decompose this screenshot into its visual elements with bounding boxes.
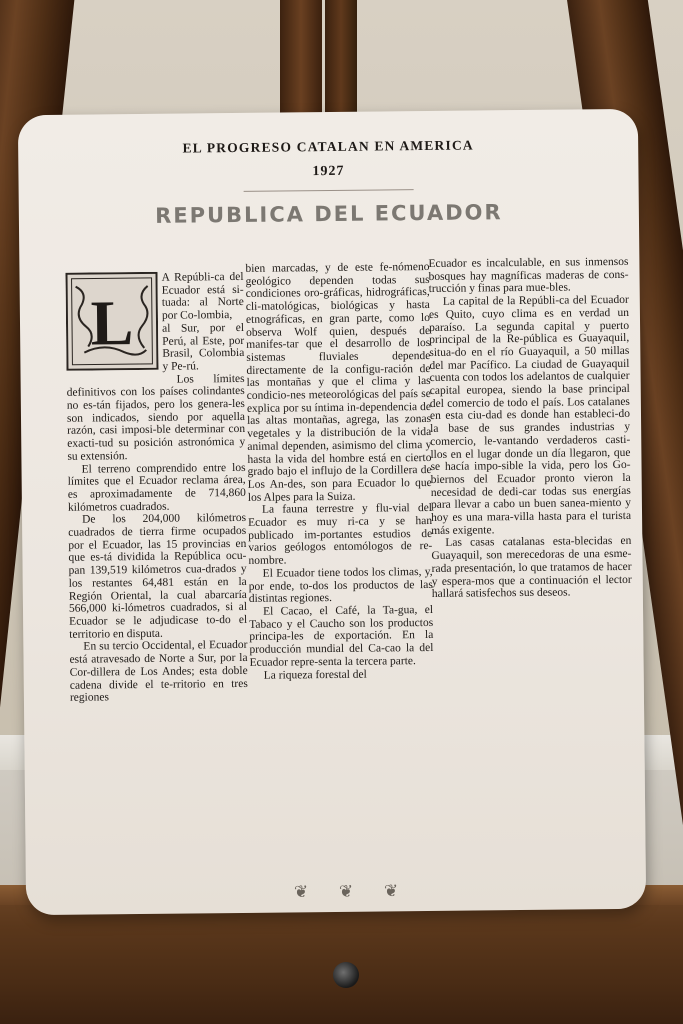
flourish-ornament: ❦ bbox=[293, 882, 309, 902]
text-column-3 bbox=[428, 256, 632, 601]
dropcap-letter: L bbox=[90, 287, 134, 359]
col3-paragraph-3: Las casas catalanas esta-blecidas en Guayaquil, son merecedoras de una esme-rada presentación, lo que tratamos de hacer y espera-mos que a continuación el lector hallará satisfechos sus deseos. bbox=[431, 535, 632, 601]
col2-paragraph-3: El Ecuador tiene todos los climas, y, por ende, to-dos los productos de las distintas regiones. bbox=[248, 565, 433, 606]
col2-paragraph-1: bien marcadas, y de este fe-nómeno geológico dependen todas sus condiciones oro-gráficas, hidrográficas, cli-matológicas, biológicas y hasta etnográficas, en gran parte, como lo observa Wolf quien, después de manifes-tar que el desarrollo de los sistemas fluviales depende directamente de la configu-ración de las montañas y que el clima y las condicio-nes meteorológicas del país se explica por su íntima in-dependencia de las altas montañas, agrega, las zonas vegetales y la distribución de la vida animal dependen, asimismo del clima y hasta la vida del hombre está en cierto grado bajo el influjo de la Cordillera de Los An-des, son para Ecuador lo que los Alpes para la Suiza. bbox=[245, 260, 432, 504]
col1-intro-cont: al Sur, por el Perú, al Este, por Brasil, Colombia y Pe-rú. bbox=[162, 321, 245, 373]
flourish-ornament: ❦ bbox=[383, 881, 399, 901]
col2-paragraph-5: La riqueza forestal del bbox=[263, 668, 367, 682]
text-column-2 bbox=[245, 261, 433, 682]
col2-paragraph-2: La fauna terrestre y flu-vial del Ecuador es muy ri-ca y se han publicado im-portantes estudios de varios geólogos entomólogos de re-nombre. bbox=[248, 502, 433, 568]
ornamental-dropcap bbox=[65, 272, 158, 371]
header-year: 1927 bbox=[312, 163, 345, 180]
header-rule bbox=[244, 189, 414, 192]
col1-paragraph-5: En su tercio Occidental, el Ecuador está atravesado de Norte a Sur, por la Cor-dillera de Los Andes; esta doble cadena divide el te-rritorio en tres regiones bbox=[69, 639, 248, 704]
text-column-1 bbox=[65, 271, 248, 705]
printed-card bbox=[18, 109, 646, 915]
easel-knob bbox=[333, 962, 359, 988]
easel-mast-rear bbox=[325, 0, 357, 130]
flourish-ornament: ❦ bbox=[338, 881, 354, 901]
col3-paragraph-1: Ecuador es incalculable, en sus inmensos bosques hay magníficas maderas de cons-trucción y finas para mue-bles. bbox=[428, 255, 629, 296]
col2-paragraph-4: El Cacao, el Café, la Ta-gua, el Tabaco y el Caucho son los productos principa-les de exportación. En la producción mundial del Ca-cao la del Ecuador repre-senta la tercera parte. bbox=[249, 603, 434, 669]
col3-paragraph-2: La capital de la Repúbli-ca del Ecuador es Quito, cuyo clima es en verdad un paraíso. La segunda capital y puerto principal de la Re-pública es Guayaquil, situa-do en el río Guayaquil, a 50 millas del mar Pacífico. La ciudad de Guayaquil cuenta con todos los adelantos de cualquier capital europea, siendo la base principal del comercio de todo el país. Los catalanes en esta ciu-dad es donde han estableci-do la base de sus grandes industrias y comercio, le-vantando verdaderos casti-llos en el lugar donde un día llegaron, que se hacía impo-sible la vida, pero los Go-biernos del Ecuador pronto vieron la necesidad de dedi-car todas sus energías para llevar a cabo un buen sanea-miento y hoy es una mara-villa hasta para el turista más exigente. bbox=[428, 293, 632, 537]
banner-title: REPUBLICA DEL ECUADOR bbox=[155, 200, 503, 228]
header-title: EL PROGRESO CATALAN EN AMERICA bbox=[182, 137, 474, 156]
col1-paragraph-4: De los 204,000 kilómetros cuadrados de tierra firme ocupados por el Ecuador, las 15 provincias en que es-tá dividida la República ocu-pan 139,519 kilómetros cua-drados y los restantes 64,481 están en la Región Oriental, la cual abarcaría 566,000 ki-lómetros cuadrados, si al Ecuador se le adjudicase to-do el territorio en disputa. bbox=[68, 512, 248, 641]
col1-paragraph-3: El terreno comprendido entre los límites que el Ecuador reclama área, es aproximadamente de 714,860 kilómetros cuadrados. bbox=[67, 461, 246, 514]
col1-intro: A Repúbli-ca del Ecuador está si-tuada: al Norte por Co-lombia, bbox=[161, 270, 244, 322]
col1-paragraph-2: Los límites definitivos con los países colindantes no es-tán fijados, pero los genera-les son indicados, siendo por aquella razón, casi imposi-ble determinar con exacti-tud su posición astronómica y su extensión. bbox=[66, 372, 246, 463]
